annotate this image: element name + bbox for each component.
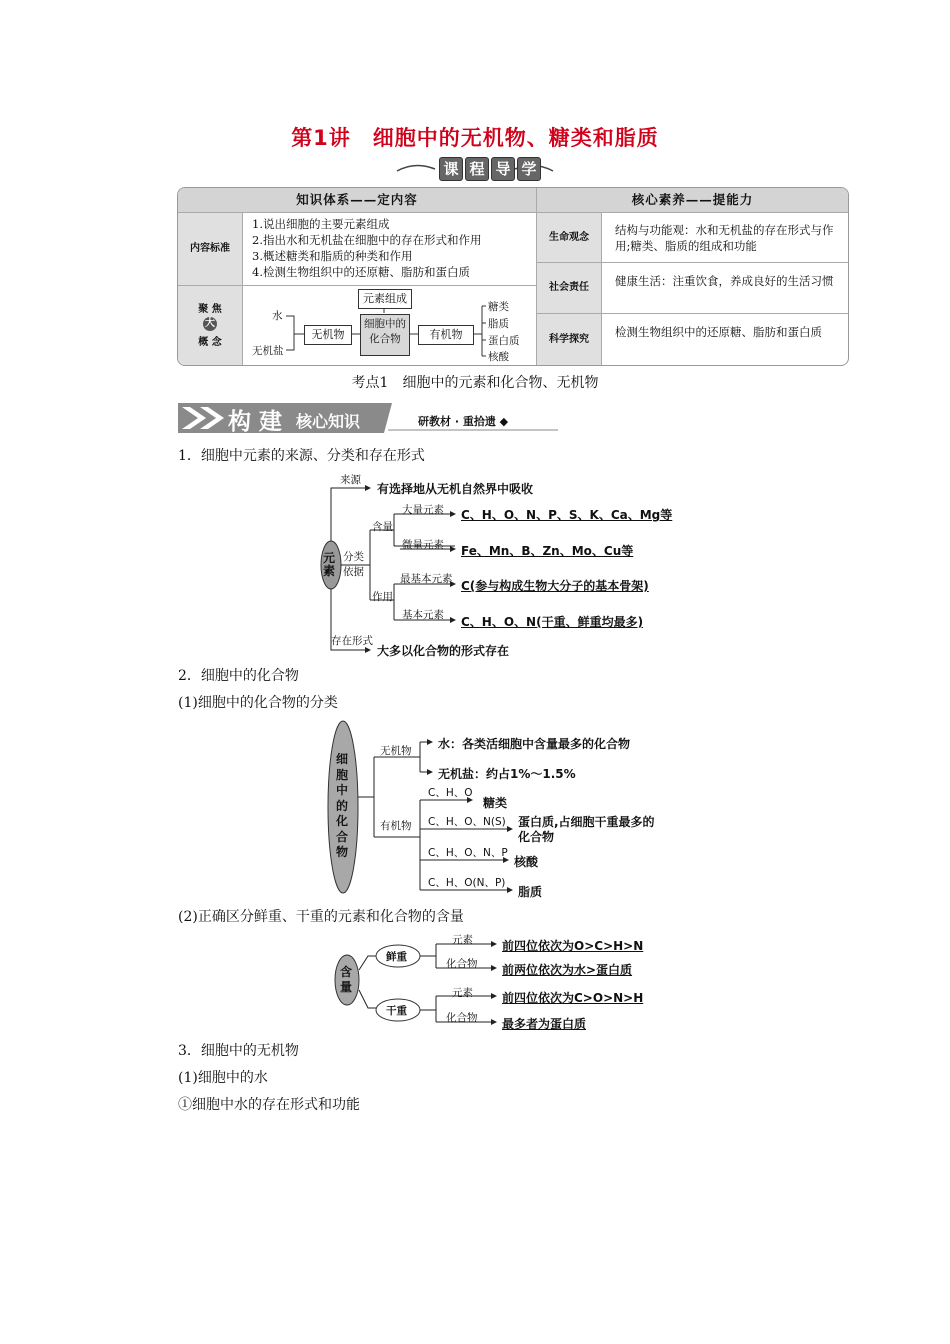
standard-item: 2.指出水和无机盐在细胞中的存在形式和作用 xyxy=(252,233,482,247)
standard-item: 4.检测生物组织中的还原糖、脂肪和蛋白质 xyxy=(252,265,470,279)
guide-char: 程 xyxy=(465,157,489,181)
exist-label: 存在形式 xyxy=(331,635,373,647)
dry-element-text: 前四位依次为C>O>N>H xyxy=(502,991,644,1005)
macro-label: 大量元素 xyxy=(402,504,444,516)
water-text: 水：各类活细胞中含量最多的化合物 xyxy=(438,737,631,751)
basis-label: 分类依据 xyxy=(343,551,364,578)
table-head-right: 核心素养——提能力 xyxy=(537,188,848,212)
dry-element-label: 元素 xyxy=(452,987,473,999)
concept-water: 水 xyxy=(272,310,283,322)
concept-item: 糖类 xyxy=(488,301,509,313)
compound-root: 细胞中的化合物 xyxy=(336,752,349,859)
fresh-compound-text: 前两位依次为水>蛋白质 xyxy=(502,963,633,977)
dry-label: 干重 xyxy=(386,1005,407,1017)
concept-inorganic: 无机物 xyxy=(304,325,352,345)
organic-name: 脂质 xyxy=(518,885,543,899)
concept-organic: 有机物 xyxy=(418,325,474,345)
organic-label: 有机物 xyxy=(380,820,412,832)
basic-text: C、H、O、N(干重、鲜重均最多) xyxy=(461,615,644,629)
dry-compound-text: 最多者为蛋白质 xyxy=(502,1017,587,1031)
fresh-compound-label: 化合物 xyxy=(446,958,478,970)
section-2a-heading: (1)细胞中的化合物的分类 xyxy=(178,695,338,711)
literacy-text: 检测生物组织中的还原糖、脂肪和蛋白质 xyxy=(615,325,822,339)
section-2b-heading: (2)正确区分鲜重、干重的元素和化合物的含量 xyxy=(178,909,464,925)
literacy-label: 科学探究 xyxy=(537,314,601,365)
salt-text: 无机盐：约占1%～1.5% xyxy=(438,767,576,781)
organic-name: 糖类 xyxy=(483,796,508,810)
concept-label: 聚 焦 大 概 念 xyxy=(178,286,242,365)
role-label: 作用 xyxy=(372,591,393,603)
banner-big: 构 建 xyxy=(228,409,283,435)
table-head-left: 知识体系——定内容 xyxy=(178,188,536,212)
micro-text: Fe、Mn、B、Zn、Mo、Cu等 xyxy=(461,544,634,558)
concept-item: 蛋白质 xyxy=(488,335,520,347)
dry-compound-label: 化合物 xyxy=(446,1012,478,1024)
most-basic-label: 最基本元素 xyxy=(400,573,453,585)
basic-label: 基本元素 xyxy=(402,609,444,621)
section-1-heading: 1．细胞中元素的来源、分类和存在形式 xyxy=(178,448,425,464)
banner-small: 核心知识 xyxy=(296,412,361,431)
banner-right: 研教材 · 重拾遗 ◆ xyxy=(418,415,509,428)
concept-salt: 无机盐 xyxy=(252,345,284,357)
inorganic-label: 无机物 xyxy=(380,745,412,757)
section-3b-heading: ①细胞中水的存在形式和功能 xyxy=(178,1097,360,1113)
exist-text: 大多以化合物的形式存在 xyxy=(377,644,510,658)
concept-item: 脂质 xyxy=(488,318,509,330)
content-label: 含量 xyxy=(372,521,393,533)
literacy-text: 结构与功能观：水和无机盐的存在形式与作用;糖类、脂质的组成和功能 xyxy=(615,223,834,253)
macro-text: C、H、O、N、P、S、K、Ca、Mg等 xyxy=(461,508,673,522)
source-label: 来源 xyxy=(340,474,361,486)
standard-item: 3.概述糖类和脂质的种类和作用 xyxy=(252,249,413,263)
guide-char: 课 xyxy=(439,157,463,181)
fresh-element-label: 元素 xyxy=(452,934,473,946)
standard-item: 1.说出细胞的主要元素组成 xyxy=(252,217,390,231)
kaodian-heading: 考点1 细胞中的元素和化合物、无机物 xyxy=(351,375,599,391)
section-3a-heading: (1)细胞中的水 xyxy=(178,1070,268,1086)
most-basic-text: C(参与构成生物大分子的基本骨架) xyxy=(461,579,649,593)
fresh-label: 鲜重 xyxy=(386,951,407,963)
organic-elements: C、H、O、N(S) xyxy=(428,816,506,828)
source-text: 有选择地从无机自然界中吸收 xyxy=(377,482,534,496)
fresh-element-text: 前四位依次为O>C>H>N xyxy=(502,939,644,953)
organic-elements: C、H、O(N、P) xyxy=(428,877,506,889)
literacy-text: 健康生活：注重饮食，养成良好的生活习惯 xyxy=(615,274,834,288)
concept-center: 细胞中的化合物 xyxy=(360,314,410,356)
page-title: 第1讲 细胞中的无机物、糖类和脂质 xyxy=(291,126,659,150)
literacy-label: 生命观念 xyxy=(537,213,601,262)
element-root: 元素 xyxy=(323,551,336,578)
literacy-label: 社会责任 xyxy=(537,263,601,313)
organic-name: 蛋白质,占细胞干重最多的化合物 xyxy=(518,815,655,844)
organic-name: 核酸 xyxy=(514,855,539,869)
section-2-heading: 2．细胞中的化合物 xyxy=(178,668,299,684)
organic-elements: C、H、O xyxy=(428,787,473,799)
micro-label: 微量元素 xyxy=(402,539,444,551)
guide-char: 学 xyxy=(517,157,541,181)
guide-char: 导 xyxy=(491,157,515,181)
content-root: 含量 xyxy=(340,965,353,994)
standards-label: 内容标准 xyxy=(178,213,242,285)
concept-elements: 元素组成 xyxy=(358,289,412,309)
concept-item: 核酸 xyxy=(488,351,509,363)
organic-elements: C、H、O、N、P xyxy=(428,847,508,859)
section-3-heading: 3．细胞中的无机物 xyxy=(178,1043,299,1059)
